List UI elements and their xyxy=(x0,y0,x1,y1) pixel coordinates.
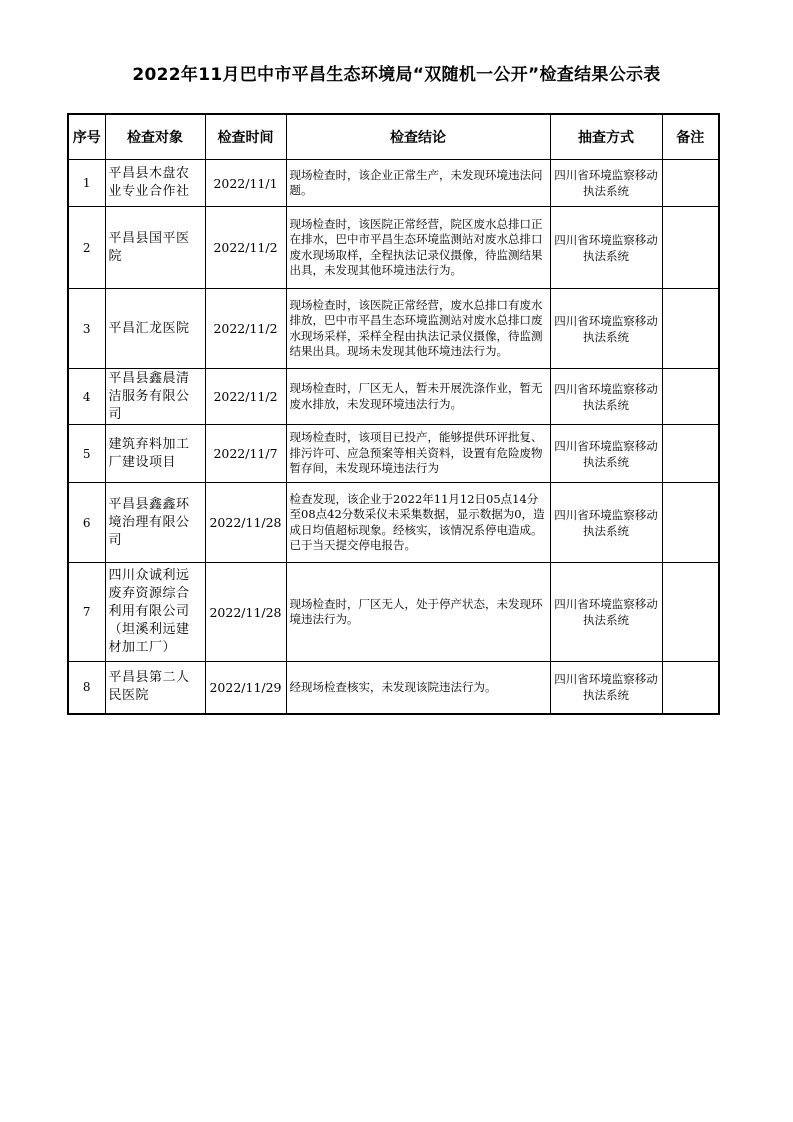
header-no: 序号 xyxy=(68,114,105,160)
row-date: 2022/11/29 xyxy=(205,662,286,714)
row-method: 四川省环境监察移动执法系统 xyxy=(550,425,662,483)
header-conclusion: 检查结论 xyxy=(286,114,550,160)
row-remark xyxy=(662,160,719,207)
row-method: 四川省环境监察移动执法系统 xyxy=(550,483,662,563)
row-target: 平昌县木盘农业专业合作社 xyxy=(105,160,205,207)
row-no: 8 xyxy=(68,662,105,714)
row-target: 平昌县第二人民医院 xyxy=(105,662,205,714)
row-method: 四川省环境监察移动执法系统 xyxy=(550,289,662,369)
row-conclusion: 现场检查时，厂区无人，处于停产状态，未发现环境违法行为。 xyxy=(286,563,550,662)
row-remark xyxy=(662,662,719,714)
row-date: 2022/11/2 xyxy=(205,289,286,369)
row-method: 四川省环境监察移动执法系统 xyxy=(550,662,662,714)
row-remark xyxy=(662,289,719,369)
table-row xyxy=(68,369,719,425)
row-remark xyxy=(662,425,719,483)
row-remark xyxy=(662,563,719,662)
row-date: 2022/11/1 xyxy=(205,160,286,207)
row-target: 平昌县国平医院 xyxy=(105,207,205,289)
table-row xyxy=(68,425,719,483)
page-title: 2022年11月巴中市平昌生态环境局“双随机一公开”检查结果公示表 xyxy=(132,65,661,85)
row-method: 四川省环境监察移动执法系统 xyxy=(550,563,662,662)
row-target: 四川众诚利远废弃资源综合利用有限公司（坦溪利远建材加工厂） xyxy=(105,563,205,662)
table-row xyxy=(68,483,719,563)
row-conclusion: 现场检查时，该项目已投产，能够提供环评批复、排污许可、应急预案等相关资料，设置有危险废物暂存间，未发现环境违法行为 xyxy=(286,425,550,483)
table-row xyxy=(68,289,719,369)
row-conclusion: 经现场检查核实，未发现该院违法行为。 xyxy=(286,662,550,714)
table-row xyxy=(68,662,719,714)
row-no: 5 xyxy=(68,425,105,483)
header-target: 检查对象 xyxy=(105,114,205,160)
row-date: 2022/11/7 xyxy=(205,425,286,483)
row-no: 1 xyxy=(68,160,105,207)
row-target: 平昌汇龙医院 xyxy=(105,289,205,369)
row-method: 四川省环境监察移动执法系统 xyxy=(550,207,662,289)
row-date: 2022/11/28 xyxy=(205,483,286,563)
row-remark xyxy=(662,369,719,425)
table-row xyxy=(68,207,719,289)
row-conclusion: 现场检查时，该医院正常经营，院区废水总排口正在排水，巴中市平昌生态环境监测站对废水总排口废水现场取样，全程执法记录仪摄像，待监测结果出具，未发现其他环境违法行为。 xyxy=(286,207,550,289)
row-conclusion: 现场检查时，该企业正常生产，未发现环境违法问题。 xyxy=(286,160,550,207)
row-no: 4 xyxy=(68,369,105,425)
table-row xyxy=(68,563,719,662)
row-date: 2022/11/28 xyxy=(205,563,286,662)
header-date: 检查时间 xyxy=(205,114,286,160)
row-method: 四川省环境监察移动执法系统 xyxy=(550,160,662,207)
table-row xyxy=(68,160,719,207)
table-header-row xyxy=(68,114,719,160)
row-remark xyxy=(662,207,719,289)
row-target: 建筑弃料加工厂建设项目 xyxy=(105,425,205,483)
row-target: 平昌县鑫鑫环境治理有限公司 xyxy=(105,483,205,563)
header-remark: 备注 xyxy=(662,114,719,160)
row-date: 2022/11/2 xyxy=(205,207,286,289)
row-no: 6 xyxy=(68,483,105,563)
row-conclusion: 现场检查时，厂区无人，暂未开展洗涤作业，暂无废水排放，未发现环境违法行为。 xyxy=(286,369,550,425)
header-method: 抽查方式 xyxy=(550,114,662,160)
row-no: 7 xyxy=(68,563,105,662)
row-target: 平昌县鑫晨清洁服务有限公司 xyxy=(105,369,205,425)
row-remark xyxy=(662,483,719,563)
row-date: 2022/11/2 xyxy=(205,369,286,425)
row-conclusion: 现场检查时，该医院正常经营，废水总排口有废水排放，巴中市平昌生态环境监测站对废水总排口废水现场采样，采样全程由执法记录仪摄像，待监测结果出具。现场未发现其他环境违法行为。 xyxy=(286,289,550,369)
row-no: 3 xyxy=(68,289,105,369)
row-conclusion: 检查发现，该企业于2022年11月12日05点14分至08点42分数采仪未采集数据，显示数据为0，造成日均值超标现象。经核实，该情况系停电造成。已于当天提交停电报告。 xyxy=(286,483,550,563)
inspection-results-table xyxy=(67,113,720,715)
row-no: 2 xyxy=(68,207,105,289)
row-method: 四川省环境监察移动执法系统 xyxy=(550,369,662,425)
